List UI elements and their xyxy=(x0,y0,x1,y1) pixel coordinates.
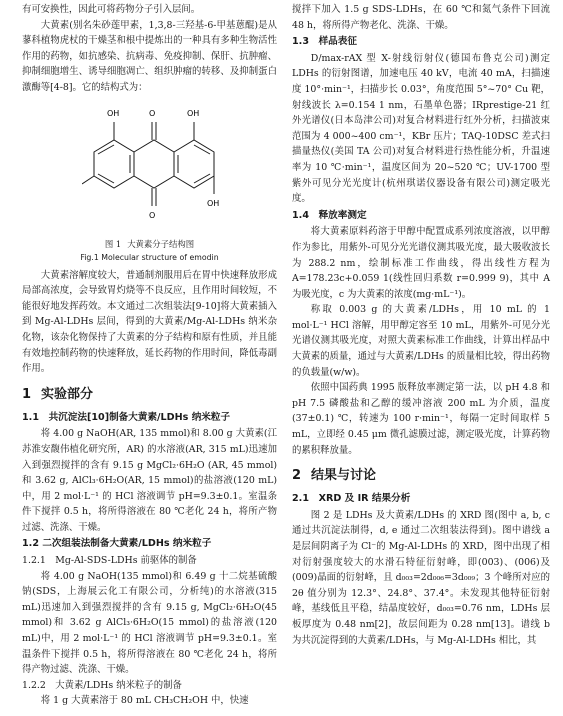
section-heading-results xyxy=(292,467,550,485)
subsubsection-heading-nanoparticle: 1.2.2 大黄素/LDHs 纳米粒子的制备 xyxy=(22,679,182,691)
atom-oh-2: OH xyxy=(187,108,200,118)
paragraph-nanoparticle-start: 将 1 g 大黄素溶于 80 mL CH₃CH₂OH 中，快速 xyxy=(40,695,249,707)
subsection-heading-coprecipitation: 1.1 共沉淀法[10]制备大黄素/LDHs 纳米粒子 xyxy=(22,411,231,423)
section-title: 结果与讨论 xyxy=(311,468,377,484)
figure-caption xyxy=(22,238,277,251)
paragraph-emodin-intro: 大黄素(别名朱砂莲甲素，1,3,8-三羟基-6-甲基蒽醌)是从蓼科植物虎杖的干燥茎和根中提炼出的一种具有多种生物活性作用的药物，如抗感染、抗病毒、免疫抑制、保肝、抗肿瘤、抑制细胞增生、诱导细胞凋亡、组织肿瘤的转移、及抑制蛋白激酶等[4-8]。它的结构式为： xyxy=(22,19,277,93)
subsubsection-heading-precursor: 1.2.1 Mg-Al-SDS-LDHs 前驱体的制备 xyxy=(22,555,197,567)
paragraph-release-problem: 大黄素溶解度较大，普通制剂服用后在胃中快速释放形成局部高浓度，会导致胃灼烧等不良反应，且作用时间较短，不能很好地发挥药效。本文通过二次组装法[9-10]将大黄素插入到 Mg-Al-LDHs 层间，得到的大黄素/Mg-Al-LDHs 纳米杂化物，该杂化物保持了大黄素的分子结构和原有性质，并且能有效地控制药物的快速释放，延长药物的作用时间，降低毒副作用。 xyxy=(22,269,277,375)
right-column xyxy=(292,2,550,648)
figure-emodin-structure xyxy=(22,98,277,238)
subsection-heading-release-rate: 1.4 释放率测定 xyxy=(292,209,367,221)
emodin-structure-diagram xyxy=(82,98,222,236)
section-heading-experimental xyxy=(22,386,277,404)
paragraph-coprecipitation: 将 4.00 g NaOH(AR, 135 mmol)和 8.00 g 大黄素(江苏淮安馥伟植化研究所，AR) 的水溶液(AR, 315 mL)迅速加入到强烈搅拌的含有 9.15 g MgCl₂·6H₂O (AR, 45 mmol)和 3.62 g, AlCl₃·6H₂O(AR, 15 mmol)的盐溶液(120 mL)中，用 2 mol·L⁻¹ 的 HCl 溶液调节 pH=9.3±0.1。室温条件下搅拌 0.5 h，将所得溶液在 80 ℃老化 24 h，将所产物过滤、洗涤、干燥。 xyxy=(22,428,277,533)
subsection-heading-characterization: 1.3 样品表征 xyxy=(292,36,357,48)
left-column xyxy=(22,2,277,709)
figure-caption-label: 图 1 xyxy=(104,238,122,249)
subsection-heading-xrd-ir: 2.1 XRD 及 IR 结果分析 xyxy=(292,493,411,505)
figure-caption-english: Fig.1 Molecular structure of emodin xyxy=(80,252,219,262)
paragraph-xrd-analysis: 图 2 是 LDHs 及大黄素/LDHs 的 XRD 图(图中 a, b, c 通过共沉淀法制得，d, e 通过二次组装法得到)。图中谱线 a 是层间阴离子为 Cl⁻的 Mg-Al-LDHs 的 XRD，图中出现了相对衍射强度较大的水滑石特征衍射峰，即(003)、(006)及(009)晶面的衍射峰，且 d₀₀₃=2d₀₀₆=3d₀₀₉；3 个峰所对应的 2θ 值分别为 12.3°、24.8°、37.4°。未发现其他特征衍射峰，基线低且平稳，结晶度较好，d₀₀₃=0.76 nm，LDHs 层板厚度为 0.48 nm[2]，故层间距为 0.28 nm[13]。谱线 b 为共沉淀得到的大黄素/LDHs，与 Mg-Al-LDHs 相比，其 xyxy=(292,509,550,646)
subsection-heading-secondary-assembly: 1.2 二次组装法制备大黄素/LDHs 纳米粒子 xyxy=(22,538,212,550)
paragraph-intro-end: 有可安换性，因此可将药物分子引入层间。 xyxy=(22,4,201,15)
atom-o-top: O xyxy=(149,108,156,118)
paragraph-loading: 称取 0.003 g 的大黄素/LDHs，用 10 mL 的 1 mol·L⁻¹ HCl 溶解，用甲醇定容至 10 mL，用紫外-可见分光光谱仪测其吸光度，对照大黄素标准工作曲线，计算出样品中大黄素的质量，通过与大黄素/LDHs 的质量相比较，得出药物的负载量(w/w)。 xyxy=(292,304,550,378)
paragraph-precursor: 将 4.00 g NaOH(135 mmol)和 6.49 g 十二烷基硫酸钠(SDS，上海展云化工有限公司，分析纯)的水溶液(315 mL)迅速加入到强烈搅拌的含有 9.15 g, MgCl₂·6H₂O(45 mmol)和 3.62 g AlCl₃·6H₂O(15 mmol)的盐溶液(120 mL)中，用 2 mol·L⁻¹ 的 HCl 溶液调节 pH=9.3±0.1。室温条件下搅拌 0.5 h，将所得溶液在 80 ℃老化 24 h，将所得产物过滤、洗涤、干燥。 xyxy=(22,570,277,676)
section-title: 实验部分 xyxy=(41,386,94,402)
atom-oh-1: OH xyxy=(107,108,120,118)
section-number: 1 xyxy=(22,386,32,402)
paragraph-nanoparticle-end: 搅拌下加入 1.5 g SDS-LDHs，在 60 ℃和氮气条件下回流 48 h，将所得产物老化、洗涤、干燥。 xyxy=(292,4,550,31)
atom-o-bottom: O xyxy=(149,210,156,220)
atom-oh-3: OH xyxy=(207,198,220,208)
paragraph-characterization: D/max-rAX 型 X-射线衍射仪(德国布鲁克公司)测定 LDHs 的衍射图谱，加速电压 40 kV，电流 40 mA，扫描速度 10°·min⁻¹，扫描步长 0.03°，角度范围 5°~70° Cu 靶，射线波长 λ=0.154 1 nm，石墨单色器；IRprestige-21 红外光谱仪(日本岛津公司)对复合材料进行红外分析，扫描波束范围为 4 000~400 cm⁻¹，KBr 压片；TAQ-10DSC 差式扫描量热仪(美国 TA 公司)对复合材料进行热性能分析，升温速率为 10 ℃·min⁻¹，温度区间为 20~520 ℃；UV-1700 型紫外可见分光光度计(杭州琪诺仪器设备有限公司)测定吸光度。 xyxy=(292,52,550,205)
paragraph-release-test: 依照中国药典 1995 版释放率测定第一法，以 pH 4.8 和 pH 7.5 磷酸盐和乙醇的缓冲溶液 200 mL 为介质，温度(37±0.1) ℃，转速为 100 r·min⁻¹，每隔一定时间取样 5 mL，立即经 0.45 μm 微孔滤膜过滤，测定吸光度，计算药物的累积释放量。 xyxy=(292,382,550,456)
section-number: 2 xyxy=(292,468,302,484)
figure-caption-text: 大黄素分子结构图 xyxy=(127,238,195,249)
paragraph-standard-curve: 将大黄素原料药溶于甲醇中配置成系列浓度溶液，以甲醇作为参比，用紫外-可见分光光谱仪测其吸光度，最大吸收波长为 288.2 nm，绘制标准工作曲线，得出线性方程为 A=178.23c+0.059 1(线性回归系数 r=0.999 9)，其中 A 为吸光度，c 为大黄素的浓度(mg·mL⁻¹)。 xyxy=(292,226,550,300)
